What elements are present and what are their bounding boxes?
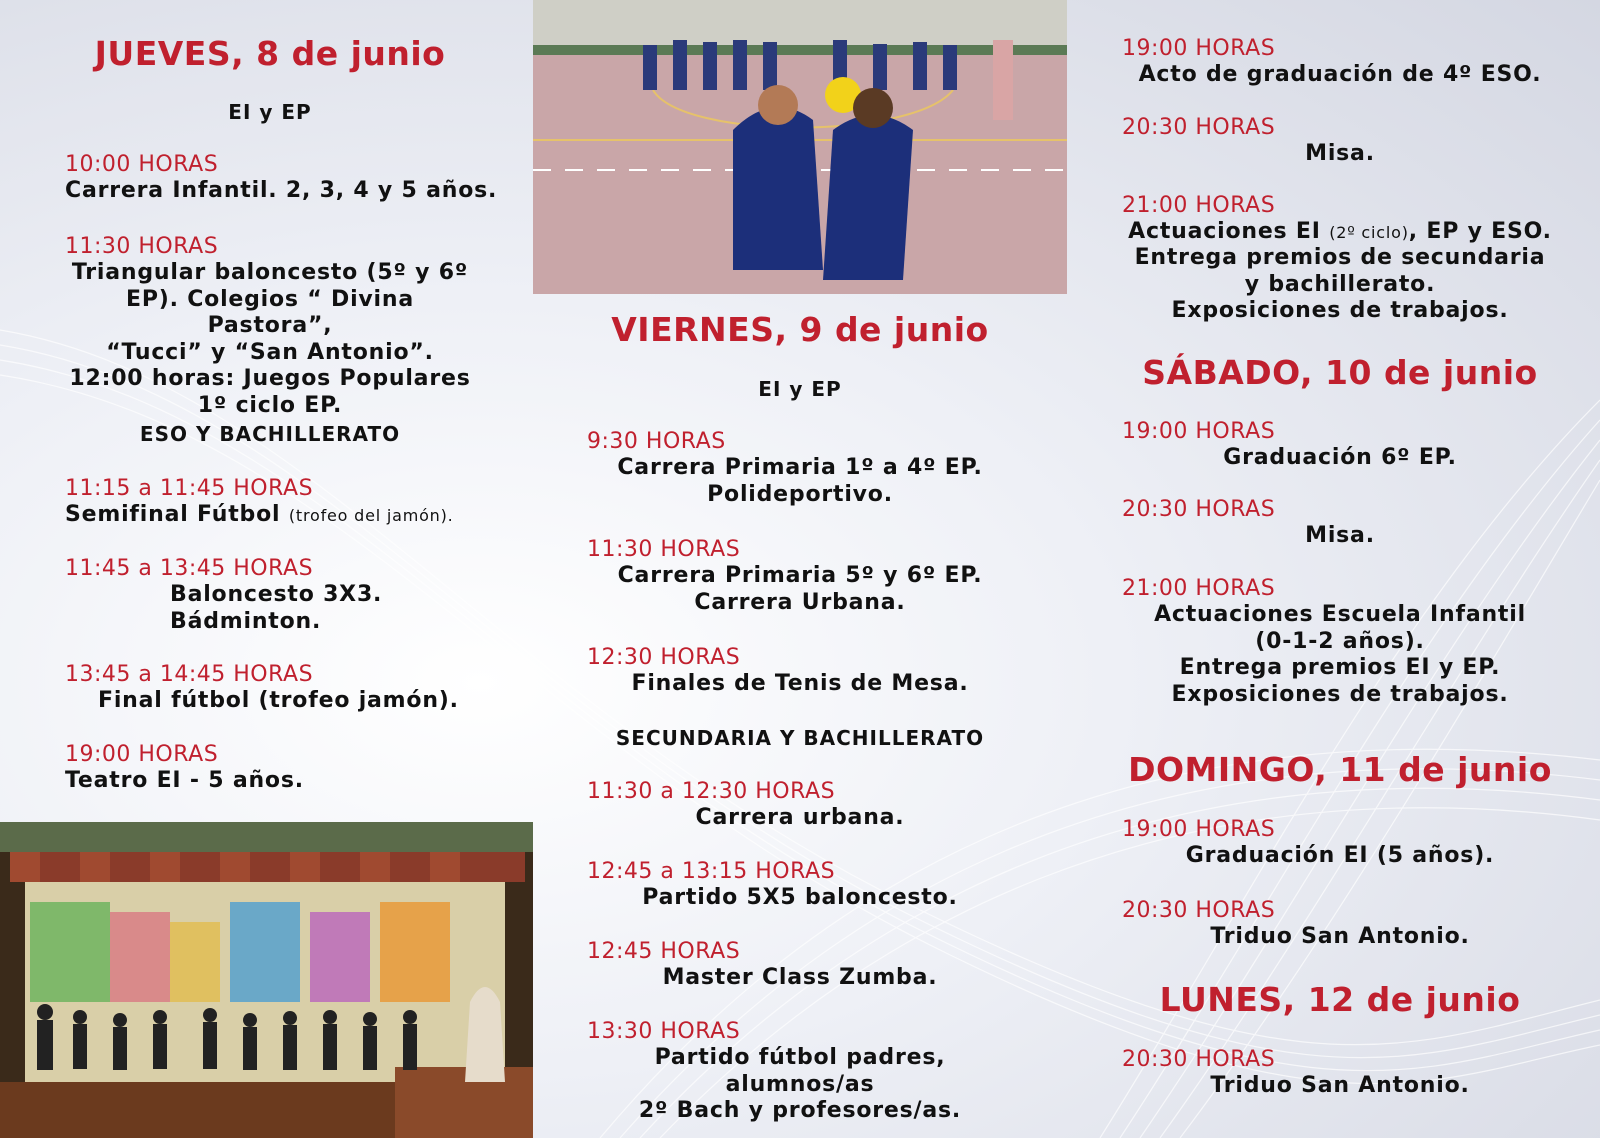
event-time: 19:00 HORAS	[1122, 36, 1276, 61]
event-time: 11:45 a 13:45 HORAS	[65, 556, 314, 581]
event-desc: Partido 5X5 baloncesto.	[642, 885, 958, 910]
event-desc: Master Class Zumba.	[662, 965, 938, 990]
event-desc: Acto de graduación de 4º ESO.	[1138, 62, 1542, 87]
section-eso-bach: ESO Y BACHILLERATO	[139, 422, 401, 446]
section-ei-ep: EI y EP	[228, 100, 312, 124]
event-time: 11:30 a 12:30 HORAS	[587, 779, 836, 804]
event-desc: Carrera Primaria 5º y 6º EP. Carrera Urbana.	[617, 563, 983, 615]
section-secundaria: SECUNDARIA Y BACHILLERATO	[615, 726, 985, 750]
saturday-title: SÁBADO, 10 de junio	[1142, 353, 1538, 392]
theatre-photo	[0, 822, 533, 1138]
event-time: 12:30 HORAS	[587, 645, 741, 670]
event-time: 19:00 HORAS	[1122, 419, 1276, 444]
event-desc: Graduación 6º EP.	[1223, 445, 1457, 470]
theatre-illustration	[0, 822, 533, 1138]
event-time: 13:45 a 14:45 HORAS	[65, 662, 314, 687]
event-time: 12:45 HORAS	[587, 939, 741, 964]
event-desc-main: Semifinal Fútbol	[65, 502, 281, 527]
event-time: 19:00 HORAS	[1122, 817, 1276, 842]
event-time: 9:30 HORAS	[587, 429, 726, 454]
monday-title: LUNES, 12 de junio	[1159, 980, 1521, 1019]
event-time: 20:30 HORAS	[1122, 898, 1276, 923]
event-time: 10:00 HORAS	[65, 152, 219, 177]
event-desc-note: (2º ciclo)	[1329, 223, 1409, 242]
event-desc-note: (trofeo del jamón).	[288, 506, 454, 525]
sunday-title: DOMINGO, 11 de junio	[1128, 750, 1552, 789]
event-time: 11:15 a 11:45 HORAS	[65, 476, 314, 501]
event-time: 13:30 HORAS	[587, 1019, 741, 1044]
section-ei-ep: EI y EP	[758, 377, 842, 401]
event-desc: Teatro EI - 5 años.	[65, 768, 304, 793]
thursday-title: JUEVES, 8 de junio	[94, 34, 446, 73]
event-desc: Triduo San Antonio.	[1210, 924, 1470, 949]
event-time: 20:30 HORAS	[1122, 497, 1276, 522]
event-desc: Partido fútbol padres, alumnos/as 2º Bach y profesores/as.	[638, 1045, 962, 1123]
event-desc: Carrera urbana.	[695, 805, 905, 830]
event-desc: Graduación EI (5 años).	[1185, 843, 1495, 868]
event-desc	[65, 502, 454, 530]
event-time: 21:00 HORAS	[1122, 193, 1276, 218]
event-desc: Entrega premios de secundaria y bachillerato. Exposiciones de trabajos.	[1134, 245, 1546, 323]
event-time: 11:30 HORAS	[587, 537, 741, 562]
sports-photo	[533, 0, 1067, 294]
event-desc: Misa.	[1305, 523, 1375, 548]
event-desc: Triangular baloncesto (5º y 6º EP). Colegios “ Divina Pastora”, “Tucci” y “San Antonio”. 12:00 horas: Juegos Populares 1º ciclo EP.	[69, 260, 471, 418]
event-desc: Baloncesto 3X3. Bádminton.	[170, 582, 383, 634]
event-time: 12:45 a 13:15 HORAS	[587, 859, 836, 884]
friday-title: VIERNES, 9 de junio	[611, 310, 989, 349]
sports-illustration	[533, 0, 1067, 294]
event-desc: Final fútbol (trofeo jamón).	[98, 688, 459, 713]
event-desc: Carrera Primaria 1º a 4º EP. Polideportivo.	[617, 455, 983, 507]
event-time: 19:00 HORAS	[65, 742, 219, 767]
event-time: 11:30 HORAS	[65, 234, 219, 259]
event-time: 20:30 HORAS	[1122, 1047, 1276, 1072]
event-desc: Actuaciones Escuela Infantil (0-1-2 años). Entrega premios EI y EP. Exposiciones de trabajos.	[1154, 602, 1526, 707]
event-time: 21:00 HORAS	[1122, 576, 1276, 601]
event-time: 20:30 HORAS	[1122, 115, 1276, 140]
event-desc: Misa.	[1305, 141, 1375, 166]
event-desc	[1120, 219, 1560, 247]
event-desc: Carrera Infantil. 2, 3, 4 y 5 años.	[65, 178, 498, 203]
event-desc-tail: , EP y ESO.	[1408, 219, 1552, 244]
event-desc-main: Actuaciones EI	[1128, 219, 1321, 244]
event-desc: Finales de Tenis de Mesa.	[631, 671, 969, 696]
event-desc: Triduo San Antonio.	[1210, 1073, 1470, 1098]
